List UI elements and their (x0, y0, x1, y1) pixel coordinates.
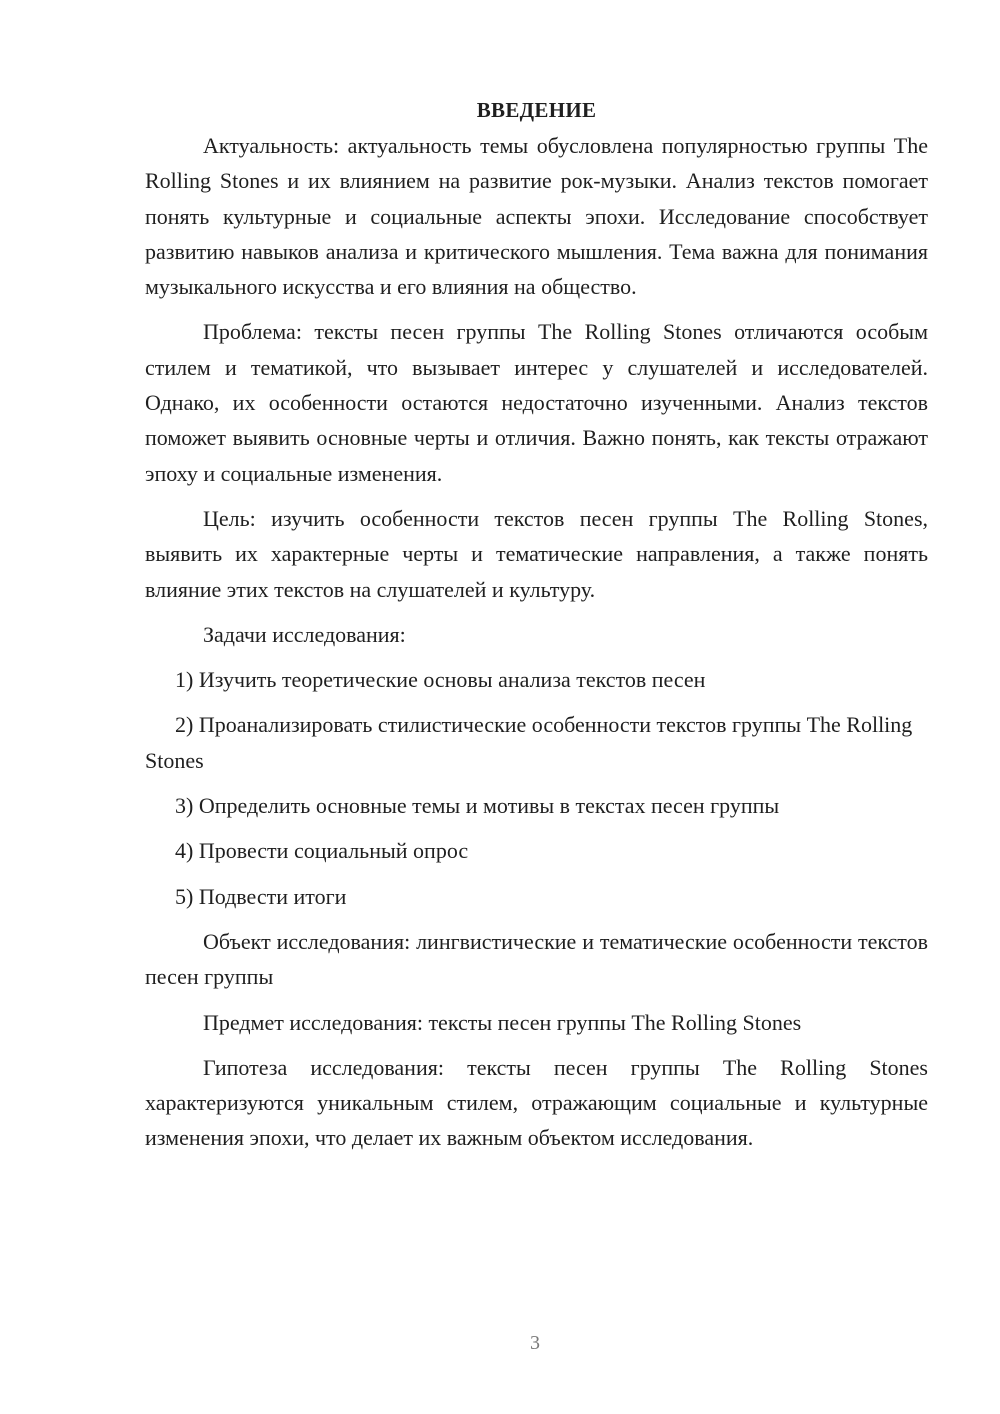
task-item: 4) Провести социальный опрос (175, 838, 469, 864)
task-item: 2) Проанализировать стилистические особенности текстов группы The Rolling Stones (145, 712, 913, 773)
task-item: 1) Изучить теоретические основы анализа текстов песен (175, 667, 706, 693)
task-item: 3) Определить основные темы и мотивы в текстах песен группы (175, 793, 780, 819)
object-paragraph: Объект исследования: лингвистические и тематические особенности текстов песен группы (145, 928, 928, 990)
section-heading: ВВЕДЕНИЕ (476, 98, 597, 122)
relevance-paragraph: Актуальность: актуальность темы обусловлена популярностью группы The Rolling Stones и их влиянием на развитие рок-музыки. Анализ текстов помогает понять культурные и социальные аспекты эпохи. Исследование способствует развитию навыков анализа и критического мышления. Тема важна для понимания музыкального искусства и его влияния на общество. (145, 133, 928, 300)
subject-paragraph: Предмет исследования: тексты песен группы The Rolling Stones (203, 1009, 802, 1035)
hypothesis-paragraph: Гипотеза исследования: тексты песен группы The Rolling Stones характеризуются уникальным стилем, отражающим социальные и культурные изменения эпохи, что делает их важным объектом исследования. (145, 1054, 928, 1151)
document-page (145, 92, 928, 1166)
problem-paragraph: Проблема: тексты песен группы The Rolling Stones отличаются особым стилем и тематикой, что вызывает интерес у слушателей и исследователей. Однако, их особенности остаются недостаточно изученными. Анализ текстов поможет выявить основные черты и отличия. Важно понять, как тексты отражают эпоху и социальные изменения. (145, 319, 928, 486)
page-number: 3 (530, 1332, 540, 1354)
tasks-heading: Задачи исследования: (203, 621, 406, 647)
task-item: 5) Подвести итоги (175, 883, 347, 909)
goal-paragraph: Цель: изучить особенности текстов песен группы The Rolling Stones, выявить их характерные черты и тематические направления, а также понять влияние этих текстов на слушателей и культуру. (145, 505, 928, 602)
